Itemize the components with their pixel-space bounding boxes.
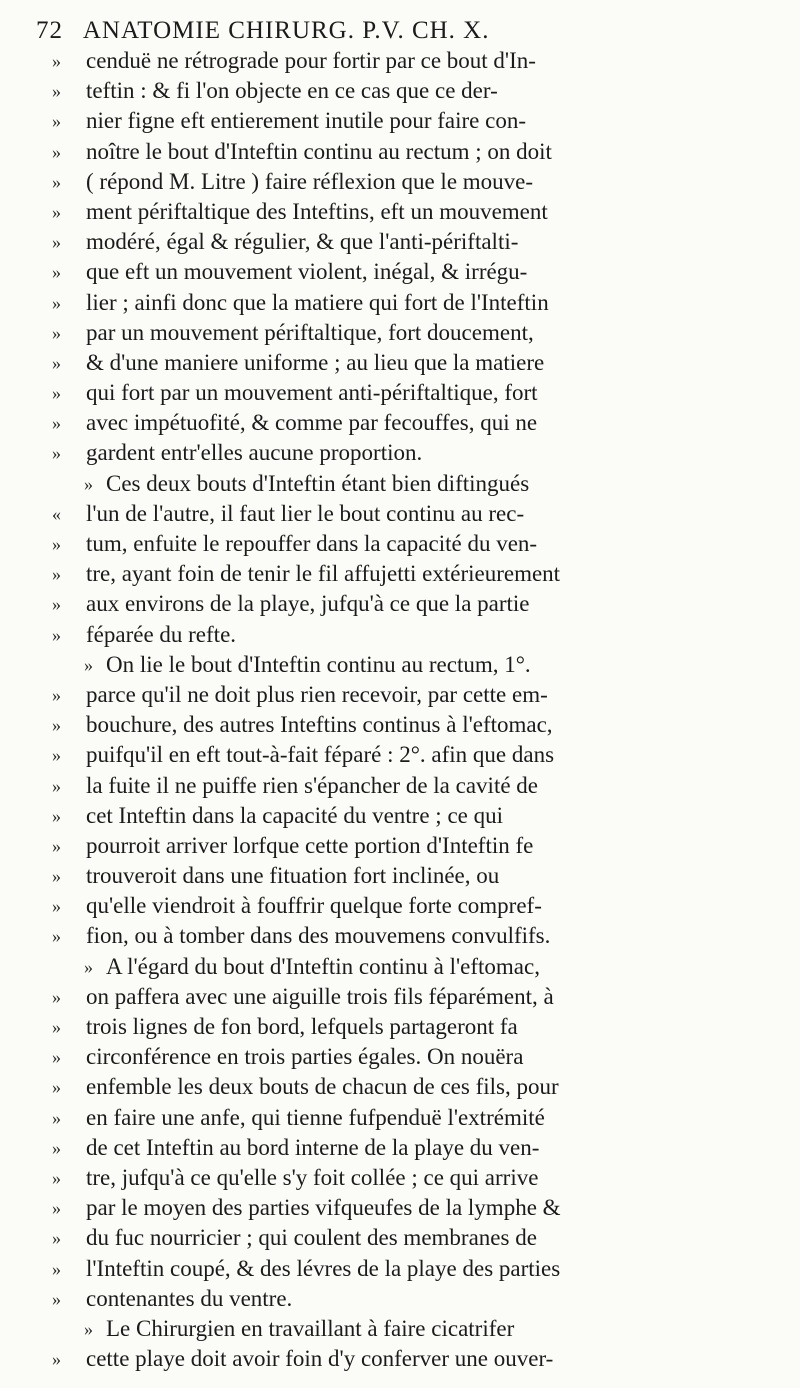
text-line bbox=[0, 771, 800, 801]
line-text: par le moyen des parties vifqueufes de la lymphe & bbox=[86, 1195, 561, 1221]
quotation-mark: » bbox=[52, 1047, 61, 1068]
line-text: par un mouvement périftaltique, fort doucement, bbox=[86, 319, 534, 345]
quotation-mark: » bbox=[52, 835, 61, 856]
text-line bbox=[0, 831, 800, 861]
quotation-mark: » bbox=[84, 1318, 93, 1339]
text-body bbox=[0, 46, 800, 1374]
line-text: qu'elle viendroit à fouffrir quelque forte compref- bbox=[86, 893, 542, 919]
quotation-mark: » bbox=[52, 986, 61, 1007]
quotation-mark: » bbox=[52, 896, 61, 917]
text-line bbox=[0, 589, 800, 619]
line-text: en faire une anfe, qui tienne fufpenduë l'extrémité bbox=[86, 1104, 545, 1130]
line-text: On lie le bout d'Inteftin continu au rectum, 1°. bbox=[106, 651, 531, 677]
text-line bbox=[0, 499, 800, 529]
text-line bbox=[0, 348, 800, 378]
line-text: trouveroit dans une fituation fort inclinée, ou bbox=[86, 863, 500, 889]
quotation-mark: » bbox=[52, 1258, 61, 1279]
quotation-mark: » bbox=[52, 171, 61, 192]
quotation-mark: » bbox=[52, 81, 61, 102]
running-head bbox=[36, 14, 796, 48]
text-line bbox=[0, 620, 800, 650]
text-line bbox=[0, 801, 800, 831]
quotation-mark: » bbox=[52, 111, 61, 132]
quotation-mark: » bbox=[52, 745, 61, 766]
quotation-mark: » bbox=[52, 684, 61, 705]
quotation-mark: » bbox=[52, 262, 61, 283]
text-line bbox=[0, 952, 800, 982]
text-line bbox=[0, 76, 800, 106]
line-text: circonférence en trois parties égales. On nouëra bbox=[86, 1044, 524, 1070]
quotation-mark: » bbox=[52, 443, 61, 464]
text-line bbox=[0, 288, 800, 318]
line-text: du fuc nourricier ; qui coulent des membranes de bbox=[86, 1225, 537, 1251]
quotation-mark: » bbox=[52, 1107, 61, 1128]
quotation-mark: » bbox=[52, 1198, 61, 1219]
line-text: de cet Inteftin au bord interne de la playe du ven- bbox=[86, 1134, 540, 1160]
text-line bbox=[0, 891, 800, 921]
line-text: avec impétuofité, & comme par fecouffes, qui ne bbox=[86, 410, 538, 436]
text-line bbox=[0, 1344, 800, 1374]
line-text: tre, jufqu'à ce qu'elle s'y foit collée ; ce qui arrive bbox=[86, 1164, 539, 1190]
page-number: 72 bbox=[36, 17, 63, 44]
text-line bbox=[0, 378, 800, 408]
line-text: bouchure, des autres Inteftins continus à l'eftomac, bbox=[86, 712, 553, 738]
quotation-mark: » bbox=[52, 1349, 61, 1370]
line-text: noître le bout d'Inteftin continu au rectum ; on doit bbox=[86, 138, 552, 164]
text-line bbox=[0, 1133, 800, 1163]
text-line bbox=[0, 1314, 800, 1344]
line-text: trois lignes de fon bord, lefquels partageront fa bbox=[86, 1014, 518, 1039]
line-text: on paffera avec une aiguille trois fils féparément, à bbox=[86, 983, 554, 1009]
text-line bbox=[0, 1163, 800, 1193]
line-text: aux environs de la playe, jufqu'à ce que la partie bbox=[86, 591, 530, 617]
line-text: l'Inteftin coupé, & des lévres de la playe des parties bbox=[86, 1255, 561, 1281]
text-line bbox=[0, 1254, 800, 1284]
text-line bbox=[0, 257, 800, 287]
line-text: qui fort par un mouvement anti-périftaltique, fort bbox=[86, 380, 538, 406]
quotation-mark: » bbox=[52, 1077, 61, 1098]
text-line bbox=[0, 137, 800, 167]
text-line bbox=[0, 680, 800, 710]
line-text: & d'une maniere uniforme ; au lieu que la matiere bbox=[86, 349, 545, 375]
quotation-mark: » bbox=[52, 715, 61, 736]
quotation-mark: » bbox=[52, 232, 61, 253]
quotation-mark: » bbox=[52, 413, 61, 434]
running-title: ANATOMIE CHIRURG. P.V. CH. X. bbox=[82, 17, 490, 44]
line-text: cenduë ne rétrograde pour fortir par ce bout d'In- bbox=[86, 48, 536, 73]
line-text: puifqu'il en eft tout-à-fait féparé : 2°. afin que dans bbox=[86, 742, 555, 768]
text-line bbox=[0, 861, 800, 891]
quotation-mark: » bbox=[52, 1167, 61, 1188]
text-line bbox=[0, 46, 800, 76]
text-line bbox=[0, 1012, 800, 1042]
line-text: contenantes du ventre. bbox=[86, 1285, 293, 1311]
quotation-mark: » bbox=[84, 654, 93, 675]
quotation-mark: » bbox=[52, 866, 61, 887]
text-line bbox=[0, 106, 800, 136]
line-text: pourroit arriver lorfque cette portion d'Inteftin fe bbox=[86, 832, 534, 858]
text-line bbox=[0, 1193, 800, 1223]
text-line bbox=[0, 710, 800, 740]
line-text: féparée du refte. bbox=[86, 621, 237, 647]
quotation-mark: » bbox=[52, 292, 61, 313]
quotation-mark: » bbox=[52, 201, 61, 222]
line-text: cette playe doit avoir foin d'y conferver une ouver- bbox=[86, 1346, 554, 1372]
line-text: tum, enfuite le repouffer dans la capacité du ven- bbox=[86, 531, 538, 556]
text-line bbox=[0, 438, 800, 468]
line-text: fion, ou à tomber dans des mouvemens convulfifs. bbox=[86, 923, 551, 949]
line-text: la fuite il ne puiffe rien s'épancher de la cavité de bbox=[86, 772, 539, 798]
quotation-mark: » bbox=[84, 956, 93, 977]
quotation-mark: » bbox=[52, 805, 61, 826]
line-text: modéré, égal & régulier, & que l'anti-périftalti- bbox=[86, 229, 519, 255]
line-text: A l'égard du bout d'Inteftin continu à l'eftomac, bbox=[106, 953, 540, 979]
text-line bbox=[0, 1284, 800, 1314]
text-line bbox=[0, 650, 800, 680]
text-line bbox=[0, 740, 800, 770]
quotation-mark: » bbox=[52, 51, 61, 71]
quotation-mark: » bbox=[52, 1288, 61, 1309]
line-text: parce qu'il ne doit plus rien recevoir, par cette em- bbox=[86, 681, 548, 707]
text-line bbox=[0, 1072, 800, 1102]
line-text: que eft un mouvement violent, inégal, & irrégu- bbox=[86, 259, 528, 285]
quotation-mark: » bbox=[52, 594, 61, 615]
quotation-mark: » bbox=[52, 1137, 61, 1158]
quotation-mark: » bbox=[84, 473, 93, 494]
quotation-mark: » bbox=[52, 564, 61, 585]
text-line bbox=[0, 197, 800, 227]
text-line bbox=[0, 921, 800, 951]
quotation-mark: » bbox=[52, 383, 61, 404]
text-line bbox=[0, 1223, 800, 1253]
line-text: lier ; ainfi donc que la matiere qui fort de l'Inteftin bbox=[86, 289, 549, 315]
line-text: Ces deux bouts d'Inteftin étant bien diftingués bbox=[106, 470, 530, 496]
quotation-mark: » bbox=[52, 624, 61, 645]
quotation-mark: » bbox=[52, 775, 61, 796]
quotation-mark: » bbox=[52, 1228, 61, 1249]
text-line bbox=[0, 227, 800, 257]
quotation-mark: » bbox=[52, 322, 61, 343]
quotation-mark: » bbox=[52, 534, 61, 554]
text-line bbox=[0, 529, 800, 559]
line-text: nier figne eft entierement inutile pour faire con- bbox=[86, 108, 526, 134]
quotation-mark: » bbox=[52, 1017, 61, 1037]
line-text: l'un de l'autre, il faut lier le bout continu au rec- bbox=[86, 500, 525, 526]
line-text: cet Inteftin dans la capacité du ventre ; ce qui bbox=[86, 802, 503, 828]
text-line bbox=[0, 559, 800, 589]
text-line bbox=[0, 408, 800, 438]
quotation-mark: » bbox=[52, 926, 61, 947]
line-text: ment périftaltique des Inteftins, eft un mouvement bbox=[86, 198, 548, 224]
line-text: enfemble les deux bouts de chacun de ces fils, pour bbox=[86, 1074, 559, 1100]
quotation-mark: » bbox=[52, 352, 61, 373]
text-line bbox=[0, 1042, 800, 1072]
line-text: Le Chirurgien en travaillant à faire cicatrifer bbox=[106, 1315, 515, 1341]
quotation-mark: » bbox=[52, 141, 61, 162]
quotation-mark: « bbox=[52, 503, 61, 524]
text-line bbox=[0, 982, 800, 1012]
line-text: tre, ayant foin de tenir le fil affujetti extérieurement bbox=[86, 561, 561, 587]
line-text: gardent entr'elles aucune proportion. bbox=[86, 440, 423, 466]
text-line bbox=[0, 167, 800, 197]
text-line bbox=[0, 469, 800, 499]
line-text: ( répond M. Litre ) faire réflexion que le mouve- bbox=[86, 168, 534, 194]
line-text: teftin : & fi l'on objecte en ce cas que ce der- bbox=[86, 78, 498, 104]
text-line bbox=[0, 318, 800, 348]
text-line bbox=[0, 1103, 800, 1133]
